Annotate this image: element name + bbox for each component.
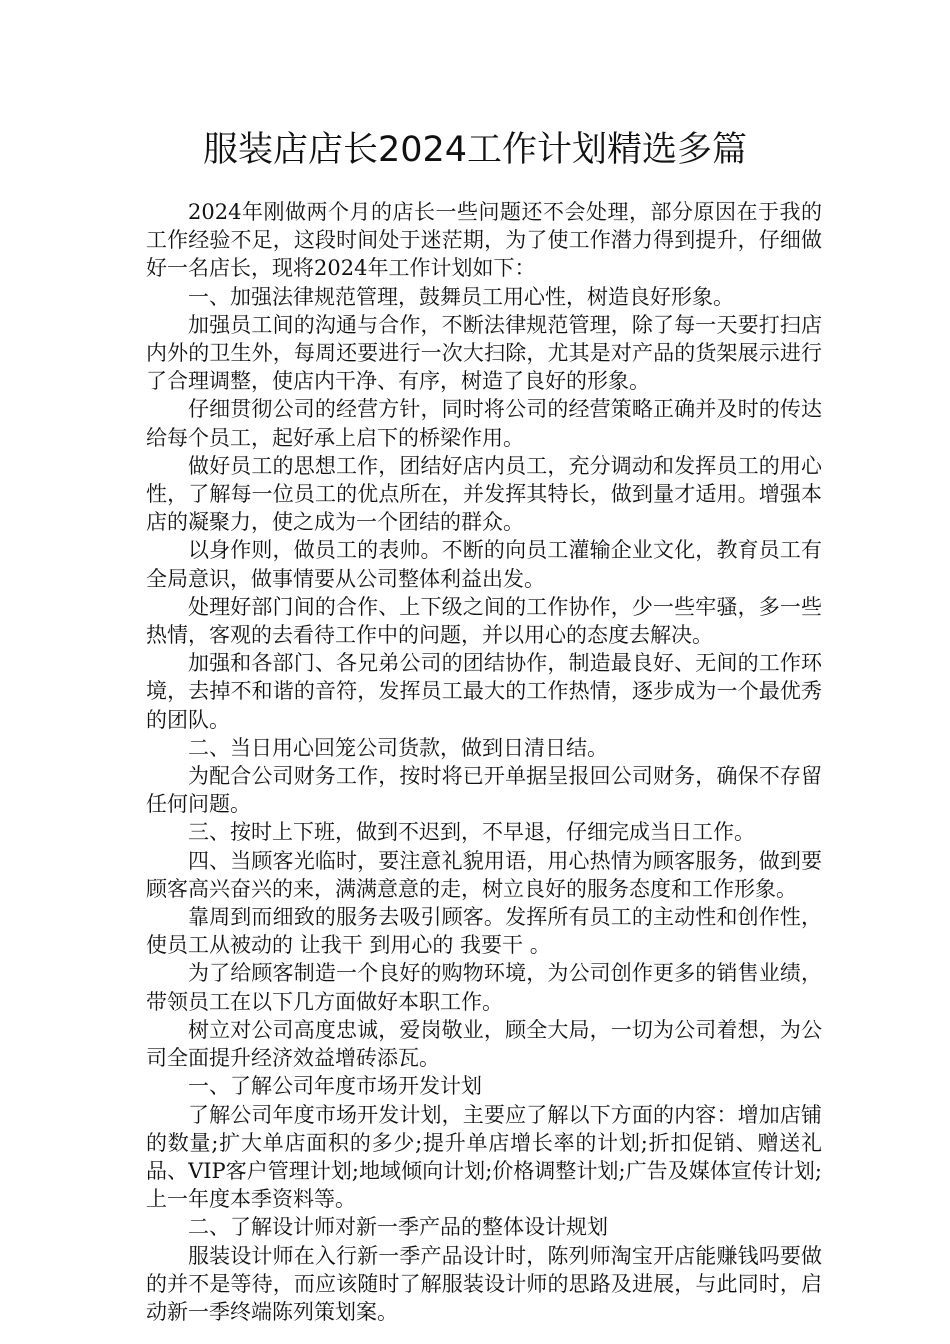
paragraph: 服装设计师在入行新一季产品设计时，陈列师淘宝开店能赚钱吗要做的并不是等待，而应该随时了解服装设计师的思路及进展，与此同时，启动新一季终端陈列策划案。 — [146, 1243, 822, 1324]
paragraph: 2024年刚做两个月的店长一些问题还不会处理，部分原因在于我的工作经验不足，这段时间处于迷茫期，为了使工作潜力得到提升，仔细做好一名店长，现将2024年工作计划如下： — [146, 200, 822, 281]
paragraph: 了解公司年度市场开发计划，主要应了解以下方面的内容：增加店铺的数量;扩大单店面积的多少;提升单店增长率的计划;折扣促销、赠送礼品、VIP客户管理计划;地域倾向计划;价格调整计划;广告及媒体宣传计划;上一年度本季资料等。 — [146, 1102, 822, 1212]
section-heading: 三、按时上下班，做到不迟到，不早退，仔细完成当日工作。 — [188, 820, 755, 845]
paragraph: 树立对公司高度忠诚，爱岗敬业，顾全大局，一切为公司着想，为公司全面提升经济效益增砖添瓦。 — [146, 1017, 822, 1071]
paragraph: 处理好部门间的合作、上下级之间的工作协作，少一些牢骚，多一些热情，客观的去看待工作中的问题，并以用心的态度去解决。 — [146, 594, 822, 648]
document-title: 服装店店长2024工作计划精选多篇 — [202, 130, 748, 170]
document-body — [146, 198, 822, 1326]
paragraph: 靠周到而细致的服务去吸引顾客。发挥所有员工的主动性和创作性，使员工从被动的 让我干 到用心的 我要干 。 — [146, 905, 822, 958]
section-heading: 二、了解设计师对新一季产品的整体设计规划 — [188, 1215, 608, 1240]
paragraph: 加强员工间的沟通与合作，不断法律规范管理，除了每一天要打扫店内外的卫生外，每周还要进行一次大扫除，尤其是对产品的货架展示进行了合理调整，使店内干净、有序，树造了良好的形象。 — [146, 312, 822, 394]
paragraph: 做好员工的思想工作，团结好店内员工，充分调动和发挥员工的用心性，了解每一位员工的优点所在，并发挥其特长，做到量才适用。增强本店的凝聚力，使之成为一个团结的群众。 — [146, 453, 822, 535]
section-heading: 二、当日用心回笼公司货款，做到日清日结。 — [188, 735, 608, 760]
section-heading: 一、加强法律规范管理，鼓舞员工用心性，树造良好形象。 — [188, 284, 734, 309]
paragraph: 加强和各部门、各兄弟公司的团结协作，制造最良好、无间的工作环境，去掉不和谐的音符，发挥员工最大的工作热情，逐步成为一个最优秀的团队。 — [146, 651, 822, 732]
paragraph: 仔细贯彻公司的经营方针，同时将公司的经营策略正确并及时的传达给每个员工，起好承上启下的桥梁作用。 — [146, 397, 822, 450]
paragraph: 以身作则，做员工的表帅。不断的向员工灌输企业文化，教育员工有全局意识，做事情要从公司整体利益出发。 — [146, 538, 822, 591]
section-heading: 四、当顾客光临时，要注意礼貌用语，用心热情为顾客服务，做到要顾客高兴奋兴的来，满满意意的走，树立良好的服务态度和工作形象。 — [146, 848, 822, 901]
section-heading: 一、了解公司年度市场开发计划 — [188, 1074, 482, 1099]
paragraph: 为配合公司财务工作，按时将已开单据呈报回公司财务，确保不存留任何问题。 — [146, 764, 822, 817]
paragraph: 为了给顾客制造一个良好的购物环境，为公司创作更多的销售业绩，带领员工在以下几方面做好本职工作。 — [146, 961, 822, 1014]
